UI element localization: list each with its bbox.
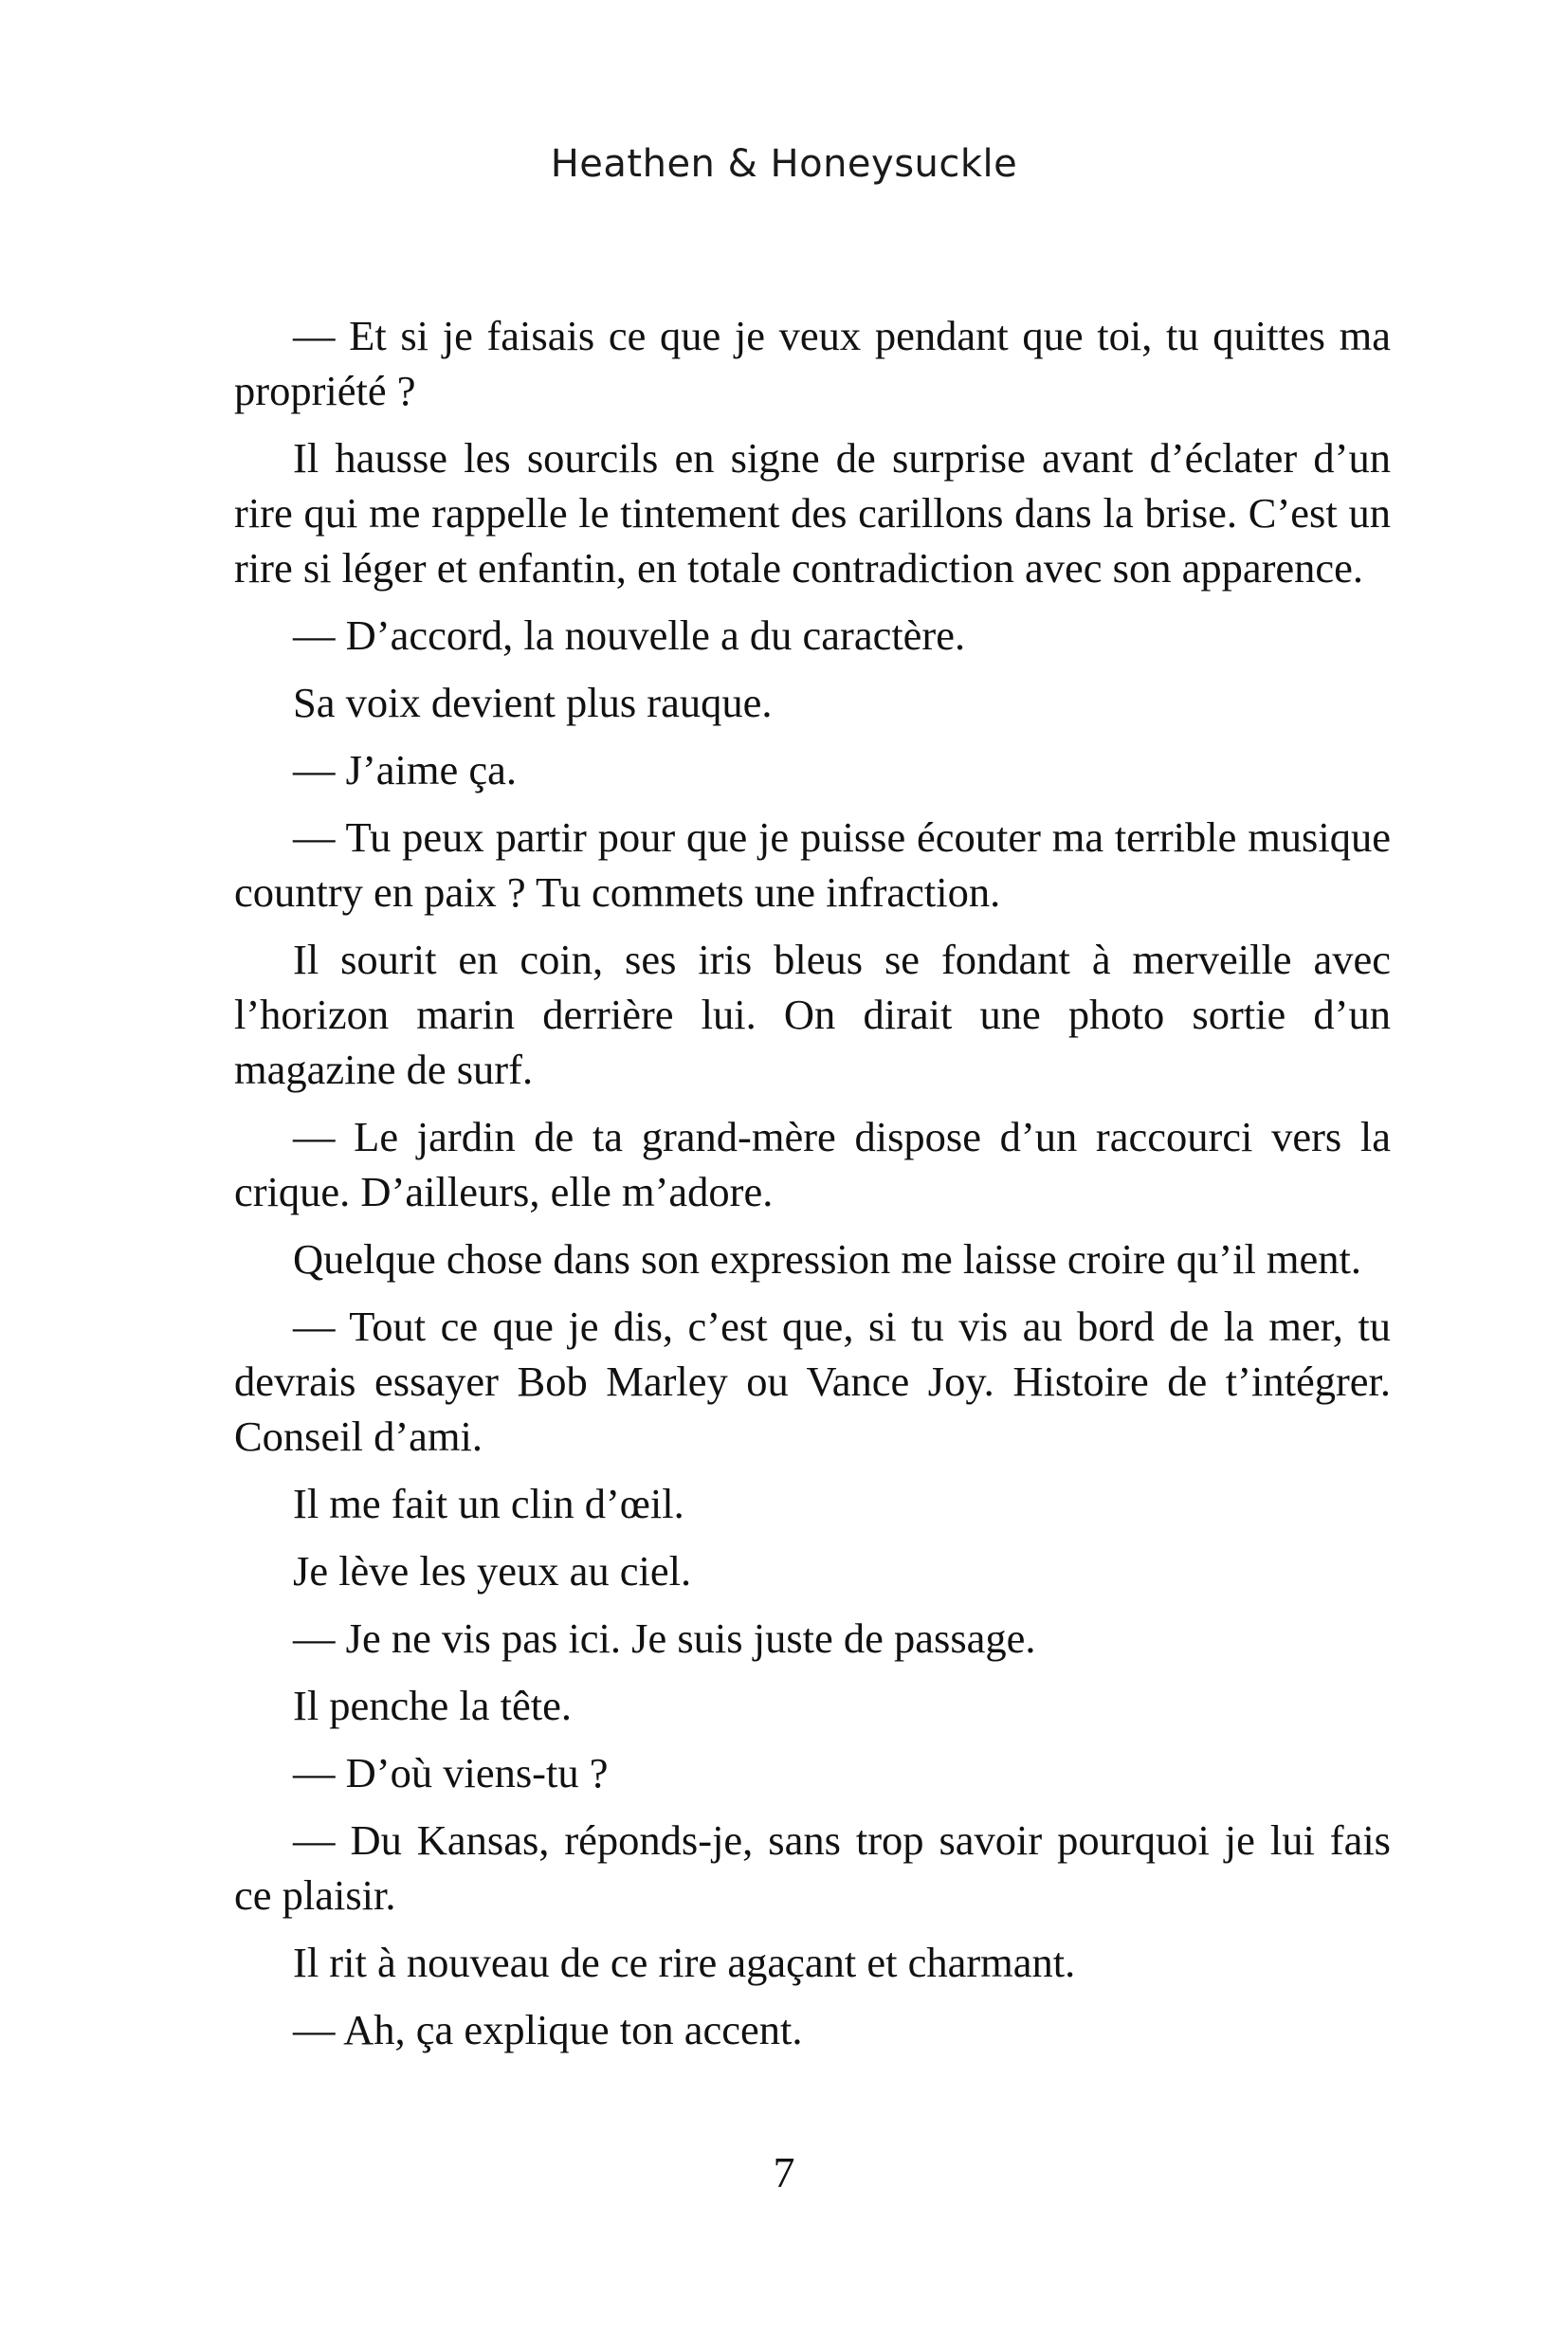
page-number: 7 xyxy=(773,2148,795,2197)
paragraph: Il hausse les sourcils en signe de surprise avant d’éclater d’un rire qui me rappelle le tintement des carillons dans la brise. C’est un rire si léger et enfantin, en totale contradiction avec son apparence. xyxy=(234,434,1391,592)
paragraph: Quelque chose dans son expression me laisse croire qu’il ment. xyxy=(293,1235,1362,1283)
paragraph: — D’accord, la nouvelle a du caractère. xyxy=(293,611,966,659)
paragraph: Il sourit en coin, ses iris bleus se fondant à merveille avec l’horizon marin derrière lui. On dirait une photo sortie d’un magazine de surf. xyxy=(234,936,1391,1093)
paragraph: — Tout ce que je dis, c’est que, si tu vis au bord de la mer, tu devrais essayer Bob Marley ou Vance Joy. Histoire de t’intégrer. Conseil d’ami. xyxy=(234,1303,1391,1460)
paragraph: Il me fait un clin d’œil. xyxy=(293,1480,684,1527)
paragraph: Il penche la tête. xyxy=(293,1682,573,1729)
paragraph: — Ah, ça explique ton accent. xyxy=(293,2006,803,2053)
paragraph: Je lève les yeux au ciel. xyxy=(293,1547,692,1595)
paragraph: — Le jardin de ta grand-mère dispose d’un raccourci vers la crique. D’ailleurs, elle m’adore. xyxy=(234,1113,1391,1215)
paragraph: Il rit à nouveau de ce rire agaçant et charmant. xyxy=(293,1939,1076,1986)
paragraph: — J’aime ça. xyxy=(293,746,517,793)
paragraph: — Et si je faisais ce que je veux pendant que toi, tu quittes ma propriété ? xyxy=(234,312,1391,414)
paragraph: — D’où viens-tu ? xyxy=(293,1749,609,1796)
running-header: Heathen & Honeysuckle xyxy=(550,142,1018,186)
paragraph: — Du Kansas, réponds-je, sans trop savoir pourquoi je lui fais ce plaisir. xyxy=(234,1816,1391,1919)
body-text xyxy=(234,308,1391,2069)
paragraph: — Tu peux partir pour que je puisse écouter ma terrible musique country en paix ? Tu commets une infraction. xyxy=(234,813,1391,916)
paragraph: — Je ne vis pas ici. Je suis juste de passage. xyxy=(293,1614,1036,1662)
paragraph: Sa voix devient plus rauque. xyxy=(293,679,773,726)
